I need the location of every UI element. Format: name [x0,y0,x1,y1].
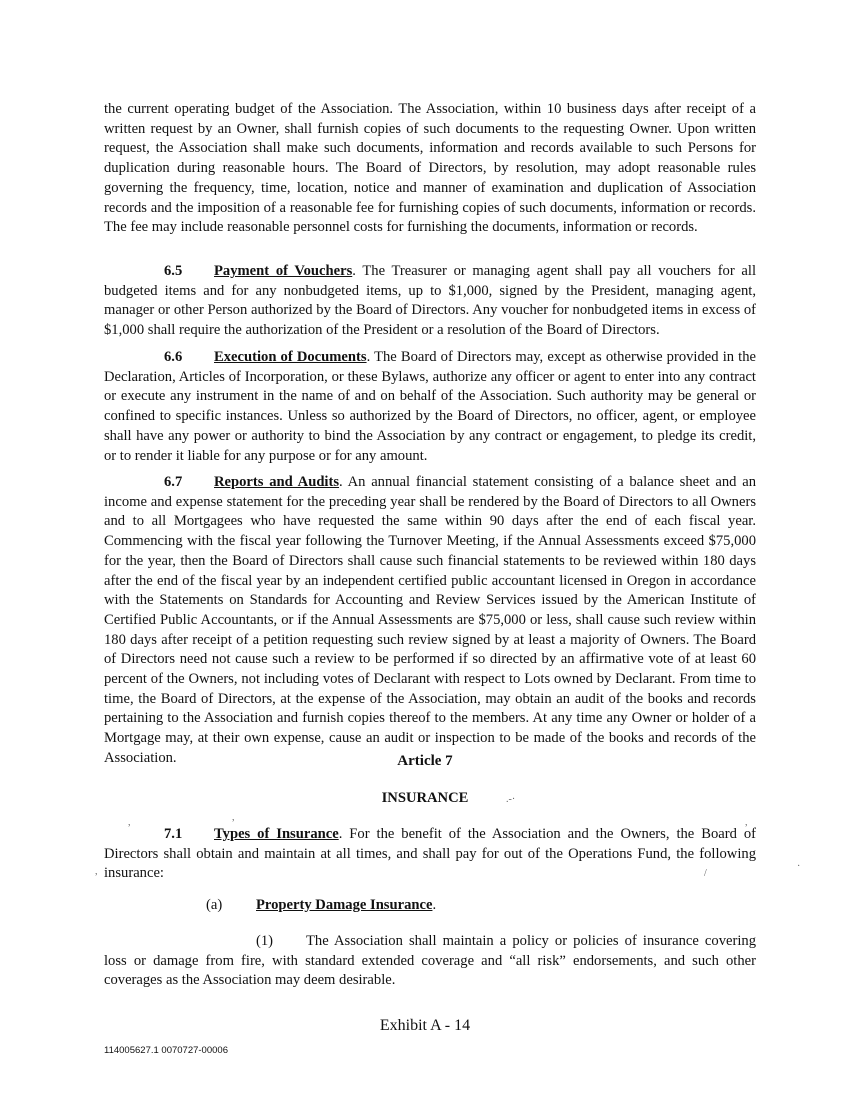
subsection-a [206,897,436,914]
subsection-label: (1) [256,933,274,949]
scan-mark: / [704,868,707,879]
scan-mark: , [232,812,235,823]
scan-mark: , [745,817,748,828]
section-heading: Reports and Audits [214,474,340,490]
scan-mark: .-· [506,794,516,805]
section-number: 6.7 [164,474,183,490]
subsection-suffix: . [432,897,437,913]
section-body: . For the benefit of the Association and the Owners, the Board of Directors shall obtain and maintain at all times, and shall pay for out of the Operations Fund, the following insurance: [104,826,756,882]
page-footer: Exhibit A - 14 [379,1017,471,1034]
section-6-5-paragraph [104,262,756,341]
section-heading: Execution of Documents [214,349,367,365]
section-number: 7.1 [164,826,183,842]
subsection-1-paragraph [104,932,756,991]
section-number: 6.5 [164,263,183,279]
section-7-1-paragraph [104,825,756,884]
section-heading: Payment of Vouchers [214,263,353,279]
subsection-heading: Property Damage Insurance [256,897,433,913]
article-title: Article 7 [397,753,453,769]
intro-paragraph: the current operating budget of the Association. The Association, within 10 business days after receipt of a written request by an Owner, shall furnish copies of such documents to the requesting Owner. Upon written request, the Association shall make such documents, information and records available to such Persons for duplication during reasonable hours. The Board of Directors, by resolution, may adopt reasonable rules governing the frequency, time, location, notice and manner of examination and duplication of Association records and the imposition of a reasonable fee for furnishing copies of such documents, information or records. The fee may include reasonable personnel costs for furnishing the documents, information or records. [104,101,756,236]
subsection-label: (a) [206,897,223,913]
section-body: . An annual financial statement consisting of a balance sheet and an income and expense statement for the preceding year shall be rendered by the Board of Directors to all Owners and to all Mortgagees who have requested the same within 90 days after the end of each fiscal year. Commencing with the fiscal year following the Turnover Meeting, if the Annual Assessments exceed $75,000 for the year, then the Board of Directors shall cause such financial statements to be reviewed within 180 days after the end of the fiscal year by an independent certified public accountant licensed in Oregon in accordance with the Statements on Standards for Accounting and Review Services issued by the American Institute of Certified Public Accountants, or if the Annual Assessments are $75,000 or less, shall cause such review within 180 days after receipt of a petition requesting such review signed by at least a majority of Owners. The Board of Directors need not cause such a review to be performed if so directed by an affirmative vote of at least 60 percent of the Owners, not including votes of Declarant with respect to Lots owned by Declarant. From time to time, the Board of Directors, at the expense of the Association, may obtain an audit of the books and records pertaining to the Association and furnish copies thereof to the members. At any time any Owner or holder of a Mortgage may, at their own expense, cause an audit or inspection to be made of the books and records of the Association. [104,474,756,766]
section-body: . The Treasurer or managing agent shall pay all vouchers for all budgeted items and for any nonbudgeted items, up to $1,000, signed by the President, managing agent, manager or other Person authorized by the Board of Directors. Any voucher for nonbudgeted items in excess of $1,000 shall require the authorization of the President or a resolution of the Board of Directors. [104,263,756,339]
section-6-6-paragraph [104,348,756,466]
section-body: . The Board of Directors may, except as otherwise provided in the Declaration, Articles of Incorporation, or these Bylaws, authorize any officer or agent to enter into any contract or execute any instrument in the name of and on behalf of the Association. Such authority may be general or confined to specific instances. Unless so authorized by the Board of Directors, no officer, agent, or employee shall have any power or authority to bind the Association by any contract or engagement, to pledge its credit, or to render it liable for any purpose or for any amount. [104,349,756,464]
subsection-body: The Association shall maintain a policy or policies of insurance covering loss or damage from fire, with standard extended coverage and “all risk” endorsements, and such other coverages as the Association may deem desirable. [104,933,756,989]
section-6-7-paragraph [104,473,756,769]
scan-mark: , [128,817,131,828]
section-heading: Types of Insurance [214,826,339,842]
scan-mark: , [95,866,98,877]
scan-mark: · [797,861,801,872]
section-number: 6.6 [164,349,183,365]
article-subtitle: INSURANCE [381,790,469,806]
document-id: 114005627.1 0070727-00006 [104,1045,228,1056]
